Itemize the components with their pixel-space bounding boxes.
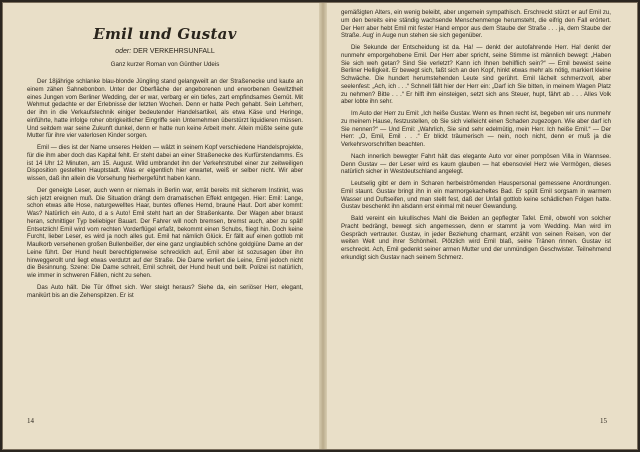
subtitle-prefix: oder: [115, 48, 132, 55]
left-page [3, 3, 319, 449]
subtitle-text: DER VERKEHRSUNFALL [133, 48, 215, 55]
page-number-right: 15 [600, 417, 607, 425]
book-gutter [319, 3, 327, 449]
paragraph: Der 18jährige schlanke blau-blonde Jüngling stand gelangweilt an der Straßenecke und kaute an einem zähen Sahnebonbon. Unter der Oberfläche der angeborenen und erworbenen Gewitztheit eines Jungen vom Berliner Wedding, der er war, verbarg er ein tiefes, zart empfindsames Gemüt. Mit Wehmut gedachte er der Erlebnisse der letzten Wochen. Denn er hatte Pech gehabt. Sein Lehrherr, der ihn in die Verkaufstechnik einiger bedeutender Handelsartikel, als etwa Käse und Heringe, einführte, hatte infolge roher obrigkeitlicher Eingriffe sein Unternehmen überstürzt liquidieren müssen. Und seitdem war seine Zukunft dunkel, denn er hatte nun keine Arbeit mehr. Allein müßte seine gute Mutter für ihre vier vaterlosen Kinder sorgen. [27, 78, 303, 140]
page-number-left: 14 [27, 417, 34, 425]
paragraph: Emil — dies ist der Name unseres Helden — wälzt in seinem Kopf verschiedene Handelsprojekte, für die ihm aber doch das Kapital fehlt. Er steht dabei an einer Straßenecke des Kurfürstendamms. Es ist 14 Uhr 12 Minuten, am 15. August. Wild umbrandet ihn der Verkehrstrubel einer zur zeitweiligen Disposition gestellten Hauptstadt. Was er eigentlich hier erwartet, weiß er selber nicht. Wir aber wissen, daß ihn allein die Vorsehung hierhergeführt haben kann. [27, 144, 303, 182]
paragraph: Im Auto der Herr zu Emil: „Ich heiße Gustav. Wenn es Ihnen recht ist, begeben wir uns nunmehr zu meinem Hause, festzustellen, ob Sie sich vielleicht einen Schaden zugezogen. Wie aber darf ich Sie nennen?“ — Und Emil: „Wahrlich, Sie sind sehr edelmütig, mein Herr. Ich heiße Emil.“ — Der Herr: „O, Emil, Emil . . .“ Er blickt träumerisch — nein, noch nicht, denn er muß ja die Verkehrsvorschriften beachten. [341, 110, 611, 148]
story-subtitle [27, 47, 303, 57]
paragraph: Leutselig gibt er dem in Scharen herbeiströmenden Hauspersonal gemessene Anordnungen. Emil staunt. Gustav bringt ihn in ein marmorgekacheltes Bad. Er spült Emil sorgsam in warmem Wasser und Duftseifen, und man stellt fest, daß der Unfall gottlob keine schädlichen Folgen hatte. Gustav beschenkt ihn alsdann erst einmal mit neuer Gewandung. [341, 180, 611, 211]
paragraph: Der geneigte Leser, auch wenn er niemals in Berlin war, errät bereits mit sicherem Instinkt, was sich jetzt ereignen muß. Die Situation drängt dem dramatischen Effekt entgegen. Hier: Emil: Lange, schon etwas alte Hose, naturgewelltes Haar, buntes offenes Hemd, braune Haut. Dort aber kommt: Was? Natürlich ein Auto, d a s Auto! Emil steht hart an der Straßenkante. Der Wagen aber braust heran, schnittiger Typ beliebiger Bauart. Der Fahrer will noch bremsen, bremst auch, aber zu spät! Entsetzlich! Emil wird vom rechten Vorderflügel erfaßt, bekommt einen Schubs, fliegt hin. Doch keine Furcht, lieber Leser, es wird ja noch alles gut. Emil hat nämlich Glück. Er fällt auf einen gottlob mit Maulkorb versehenen großen Bullenbeißer, der eine ganz unglaublich schöne goldgiüne Dame an der Leine führt. Der Hund heult berechtigterweise schrecklich auf, Emil aber ist sozusagen über ihn hinweggerollt und liegt etwas verdutzt auf der Straße. Die Dame verliert die Leine, Emil jedoch nicht die Besinnung. Szene: Die Dame schreit, Emil schreit, der Hund heult und bellt. Polizei ist natürlich, wie immer in schweren Fällen, nicht zu sehen. [27, 186, 303, 279]
paragraph: Das Auto hält. Die Tür öffnet sich. Wer steigt heraus? Siehe da, ein seriöser Herr, elegant, manikürt bis an die Zehenspitzen. Er ist [27, 283, 303, 299]
paragraph: Die Sekunde der Entscheidung ist da. Ha! — denkt der autofahrende Herr. Ha! denkt der nunmehr emporgehobene Emil. Der Herr aber spricht, seine Stimme ist männlich bewegt: „Haben Sie sich weh getan? Sind Sie verletzt? Kann ich Ihnen behilflich sein?“ — Emil beweist seine Berliner Helligkeit. Er bewegt sich, faßt sich an den Kopf, hinkt etwas mehr als nötig, markiert kleine Schwäche. Die hundert herumstehenden Leute sind gerührt. Emil lächelt schmerzvoll, aber seelenfest: „Ach, ich . . .“ Schnell fällt hier der Herr ein: „Darf ich Sie bitten, in meinem Wagen Platz zu nehmen? Bitte . . .“ Er hilft ihm einsteigen, setzt sich ans Steuer, hupt, fährt ab . . . Alles Volk aber lobte ihn sehr. [341, 44, 611, 106]
book-spread [2, 2, 638, 450]
paragraph: gemäßigten Alters, ein wenig beleibt, aber ungemein sympathisch. Erschreckt stürzt er auf Emil zu, um den bereits eine ständig wachsende Menschenmenge herumsteht, die eifrig den Fall erörtert. Der Herr aber hebt Emil mit fester Hand empor aus dem Staube der Straße . . . ja, dem Staube der Straße. Aug' in Auge nun stehen sie sich gegenüber. [341, 9, 611, 40]
right-page [327, 3, 638, 449]
story-title: Emil und Gustav [93, 25, 237, 43]
paragraph: Bald vereint ein lukullisches Mahl die Beiden an gepflegter Tafel. Emil, obwohl von solcher Pracht bedrängt, bewegt sich angemessen, denn er stammt ja vom Wedding. Man wird im Gespräch vertrauter. Gustav, in jeder Beziehung charmant, erzählt von seinen Reisen, von der weiten Welt und ihrer Schönheit. Plötzlich wird Emil blaß, seine Tränen rinnen. Gustav ist erschreckt. Ach, Emil gedenkt seiner armen Mutter und der unmündigen Geschwister. Teilnehmend erkundigt sich Gustav nach seinem Schmerz. [341, 215, 611, 261]
paragraph: Nach innerlich bewegter Fahrt hält das elegante Auto vor einer pompösen Villa in Wannsee. Denn Gustav — der Leser wird es kaum glauben — hat ebensoviel Herz wie Vermögen, dieses natürlich sicher in Westdeutschland angelegt. [341, 152, 611, 176]
byline: Ganz kurzer Roman von Günther Udeis [110, 61, 220, 68]
